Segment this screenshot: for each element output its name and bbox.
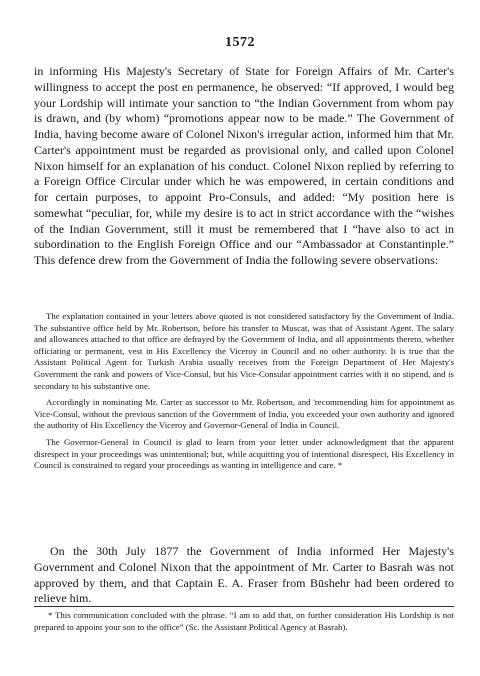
main-paragraph: in informing His Majesty's Secretary of State for Foreign Affairs of Mr. Carter's willingness to accept the post en permanence, he observed: “If approved, I would beg your Lordship will intimate your sanction to “the Indian Government from whom pay is drawn, and (by whom) “promotions appear now to be made.” The Government of India, having become aware of Colonel Nixon's irregular action, informed him that Mr. Carter's appointment must be regarded as provisional only, and called upon Colonel Nixon himself for an explanation of his conduct. Colonel Nixon replied by referring to a Foreign Office Circular under which he was empowered, in certain conditions and for certain purposes, to appoint Pro-Consuls, and added: “My position here is somewhat “peculiar, for, while my desire is to act in strict accordance with the “wishes of the Indian Government, still it must be remembered that I “have also to act in subordination to the English Foreign Office and our “Ambassador at Constantinple.” This defence drew from the Government of India the following severe observations: [34, 64, 454, 267]
closing-paragraph: On the 30th July 1877 the Government of India informed Her Majesty's Government and Colonel Nixon that the appointment of Mr. Carter to Basrah was not approved by them, and that Captain E. A. Fraser from Būshehr had been ordered to relieve him. [34, 544, 454, 606]
page-number: 1572 [225, 35, 255, 50]
footnote-divider [34, 606, 454, 607]
quote-paragraph-2: Accordingly in nominating Mr. Carter as successor to Mr. Robertson, and 'recommending him for appointment as Vice-Consul, without the previous sanction of the Government of India, you exceeded your own authority and ignored the authority of His Excellency the Viceroy and Governor-General of India in Council. [34, 397, 454, 431]
quote-paragraph-1: The explanation contained in your letters above quoted is not considered satisfactory by the Government of India. The substantive office held by Mr. Robertson, before his transfer to Muscat, was that of Assistant Agent. The salary and allowances attached to that office are defrayed by the Government of India, and all appointments thereto, whether officiating or permanent, vest in His Excellency the Viceroy in Council and no other authority. It is true that the Assistant Political Agent for Turkish Arabia usually receives from the Foreign Department of Her Majesty's Government the rank and powers of Vice-Consul, but his Vice-Consular appointment carries with it no stipend, and is secondary to his substantive one. [34, 311, 454, 391]
footnote: * This communication concluded with the phrase. “I am to add that, on further consideration His Lordship is not prepared to appoint your son to the office” (Sc. the Assistant Political Agency at Basrah). [34, 610, 454, 632]
quote-paragraph-3: The Governor-General in Council is glad to learn from your letter under acknowledgment that the apparent disrespect in your proceedings was unintentional; but, while acquitting you of intentional disrespect, His Excellency in Council is constrained to regard your proceedings as wanting in intelligence and care. * [34, 436, 454, 471]
quoted-letter [34, 311, 454, 477]
